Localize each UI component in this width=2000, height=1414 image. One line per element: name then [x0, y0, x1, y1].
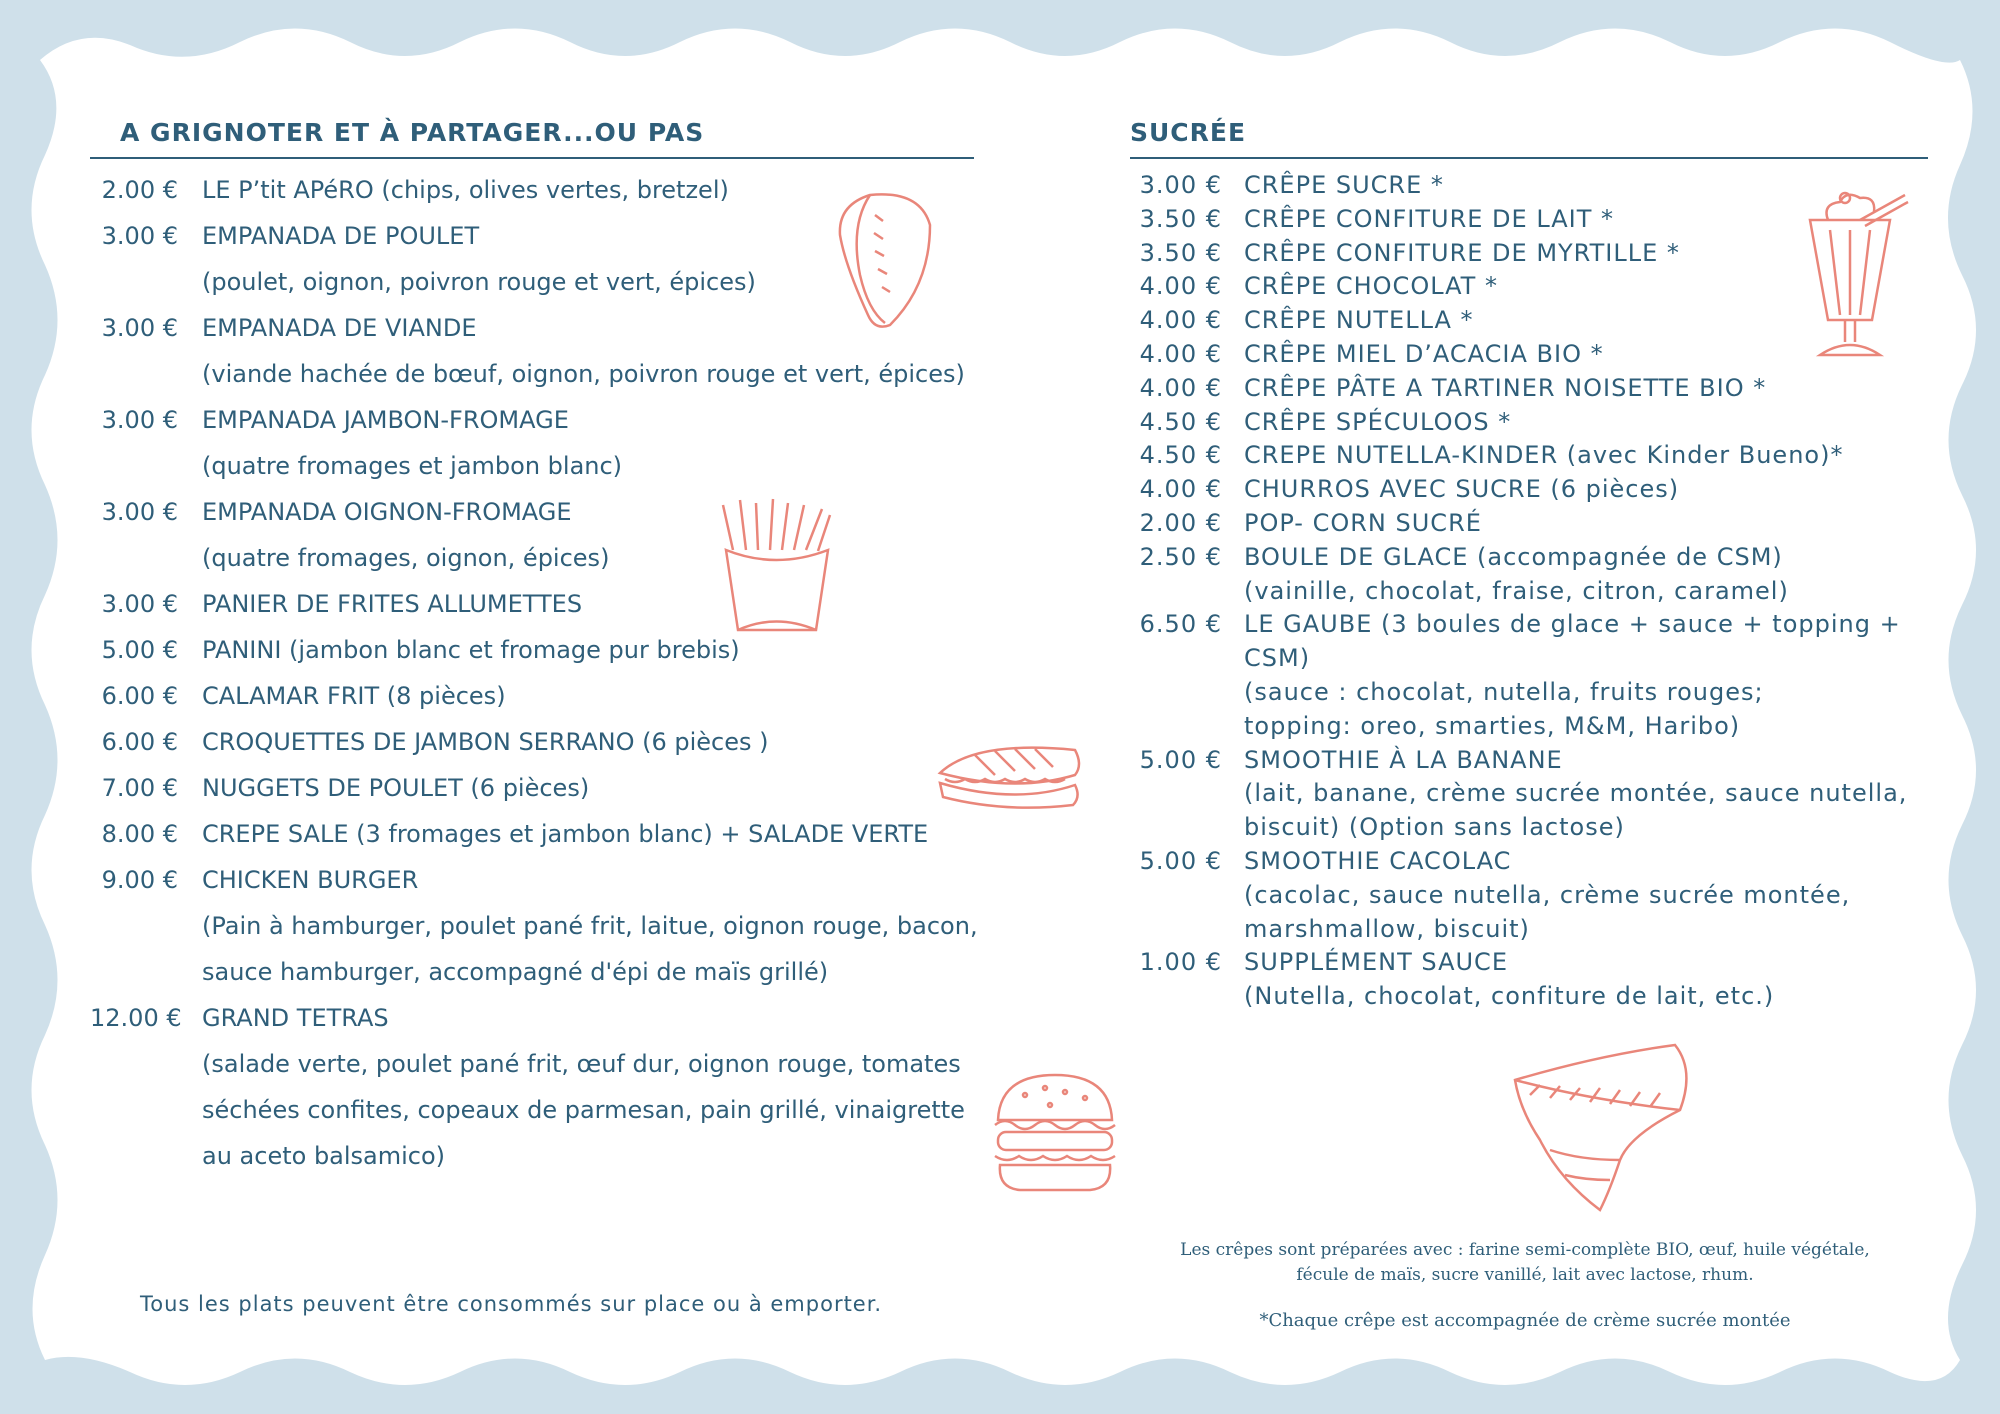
item-price: 8.00 € — [101, 820, 178, 848]
menu-item-row — [1130, 676, 1930, 710]
panini-icon — [935, 735, 1085, 815]
item-price: 3.00 € — [101, 498, 178, 526]
item-description: (Pain à hamburger, poulet pané frit, laitue, oignon rouge, bacon, — [202, 912, 978, 940]
item-name: CRÊPE PÂTE A TARTINER NOISETTE BIO * — [1244, 373, 1767, 402]
item-price: 4.00 € — [1139, 306, 1222, 335]
item-price: 4.50 € — [1139, 407, 1222, 436]
item-price: 2.00 € — [1139, 508, 1222, 537]
item-price: 4.00 € — [1139, 339, 1222, 368]
item-description: sauce hamburger, accompagné d'épi de maïs grillé) — [202, 958, 829, 986]
item-price: 6.50 € — [1139, 610, 1222, 639]
item-price: 2.00 € — [101, 176, 178, 204]
item-description: (salade verte, poulet pané frit, œuf dur, oignon rouge, tomates — [202, 1050, 961, 1078]
item-name: PANIER DE FRITES ALLUMETTES — [202, 590, 583, 618]
crepe-icon — [1510, 1040, 1700, 1215]
item-name: CALAMAR FRIT (8 pièces) — [202, 682, 506, 710]
menu-item-row — [90, 1087, 990, 1133]
menu-item-row — [90, 673, 990, 719]
menu-item-row — [90, 443, 990, 489]
item-name: LE GAUBE (3 boules de glace + sauce + topping + — [1244, 610, 1901, 639]
item-description: (lait, banane, crème sucrée montée, sauce nutella, — [1244, 779, 1908, 808]
menu-item-row — [1130, 575, 1930, 609]
menu-item-row — [1130, 913, 1930, 947]
item-name: CRÊPE SUCRE * — [1244, 171, 1444, 199]
item-price: 7.00 € — [101, 774, 178, 802]
milkshake-icon — [1800, 190, 1910, 365]
item-description: marshmallow, biscuit) — [1244, 914, 1530, 943]
sweet-title-rule — [1130, 157, 1928, 159]
item-price: 3.50 € — [1139, 204, 1222, 233]
item-price: 4.00 € — [1139, 373, 1222, 402]
item-price: 4.50 € — [1139, 441, 1222, 470]
savory-title: A GRIGNOTER ET À PARTAGER...OU PAS — [120, 118, 705, 147]
item-name: SMOOTHIE CACOLAC — [1244, 846, 1512, 875]
item-name: CRÊPE CONFITURE DE LAIT * — [1244, 204, 1615, 233]
item-name: CREPE SALE (3 fromages et jambon blanc) + SALADE VERTE — [202, 820, 929, 848]
menu-item-row — [90, 581, 990, 627]
crepe-ingredients-line1: Les crêpes sont préparées avec : farine semi-complète BIO, œuf, huile végétale, — [1180, 1240, 1870, 1260]
item-name: LE P’tit APéRO (chips, olives vertes, bretzel) — [202, 176, 729, 204]
menu-item-row — [1130, 980, 1930, 1014]
savory-title-rule — [90, 157, 974, 159]
item-price: 3.00 € — [1139, 171, 1222, 199]
item-description: (quatre fromages et jambon blanc) — [202, 452, 623, 480]
item-description: au aceto balsamico) — [202, 1142, 446, 1170]
menu-item-row — [90, 1133, 990, 1179]
item-name: CRÊPE CONFITURE DE MYRTILLE * — [1244, 238, 1680, 267]
item-name: CREPE NUTELLA-KINDER (avec Kinder Bueno)* — [1244, 441, 1844, 470]
item-description: biscuit) (Option sans lactose) — [1244, 813, 1625, 842]
menu-item-row — [90, 351, 990, 397]
menu-item-row — [1130, 845, 1930, 879]
item-name: EMPANADA OIGNON-FROMAGE — [202, 498, 572, 526]
menu-item-row — [1130, 507, 1930, 541]
item-description: (vainille, chocolat, fraise, citron, caramel) — [1244, 576, 1789, 605]
item-description: (quatre fromages, oignon, épices) — [202, 544, 610, 572]
item-name: POP- CORN SUCRÉ — [1244, 508, 1482, 537]
fries-icon — [718, 495, 836, 635]
menu-item-row — [1130, 439, 1930, 473]
item-price: 5.00 € — [101, 636, 178, 664]
menu-item-row — [90, 995, 990, 1041]
menu-item-row — [90, 397, 990, 443]
crepe-ingredients-line2: fécule de maïs, sucre vanillé, lait avec lactose, rhum. — [1296, 1265, 1754, 1285]
item-price: 3.00 € — [101, 314, 178, 342]
item-name: EMPANADA DE VIANDE — [202, 314, 477, 342]
sweet-title: SUCRÉE — [1130, 118, 1247, 147]
item-name: EMPANADA JAMBON-FROMAGE — [202, 406, 569, 434]
crepe-notes — [1130, 1238, 1920, 1333]
takeaway-note: Tous les plats peuvent être consommés sur place ou à emporter. — [140, 1292, 883, 1316]
item-price: 1.00 € — [1139, 948, 1222, 977]
burger-icon — [990, 1070, 1120, 1195]
menu-item-row — [1130, 811, 1930, 845]
item-name: CRÊPE MIEL D’ACACIA BIO * — [1244, 339, 1604, 368]
item-price: 2.50 € — [1139, 542, 1222, 571]
item-price: 3.00 € — [101, 222, 178, 250]
menu-item-row — [1130, 406, 1930, 440]
menu-item-row — [90, 949, 990, 995]
item-name: GRAND TETRAS — [202, 1004, 389, 1032]
item-description: topping: oreo, smarties, M&M, Haribo) — [1244, 711, 1741, 740]
item-description: (viande hachée de bœuf, oignon, poivron rouge et vert, épices) — [202, 360, 965, 388]
item-name: SUPPLÉMENT SAUCE — [1244, 948, 1508, 977]
item-price: 6.00 € — [101, 682, 178, 710]
item-description: CSM) — [1244, 644, 1311, 673]
menu-item-row — [90, 535, 990, 581]
menu-item-row — [1130, 879, 1930, 913]
menu-item-row — [1130, 608, 1930, 642]
item-name: CRÊPE NUTELLA * — [1244, 306, 1474, 335]
menu-item-row — [1130, 372, 1930, 406]
item-price: 5.00 € — [1139, 846, 1222, 875]
menu-item-row — [90, 627, 990, 673]
menu-item-row — [1130, 777, 1930, 811]
item-name: CRÊPE CHOCOLAT * — [1244, 272, 1498, 301]
menu-item-row — [90, 811, 990, 857]
menu-item-row — [90, 719, 990, 765]
item-price: 3.50 € — [1139, 238, 1222, 267]
item-price: 4.00 € — [1139, 475, 1222, 504]
item-description: (poulet, oignon, poivron rouge et vert, épices) — [202, 268, 756, 296]
item-name: EMPANADA DE POULET — [202, 222, 480, 250]
menu-item-row — [1130, 473, 1930, 507]
menu-item-row — [1130, 710, 1930, 744]
item-name: SMOOTHIE À LA BANANE — [1244, 745, 1563, 774]
item-price: 12.00 € — [90, 1004, 182, 1032]
item-description: (sauce : chocolat, nutella, fruits rouges; — [1244, 677, 1764, 706]
menu-item-row — [90, 489, 990, 535]
item-price: 5.00 € — [1139, 745, 1222, 774]
menu-item-row — [90, 765, 990, 811]
item-price: 9.00 € — [101, 866, 178, 894]
item-price: 4.00 € — [1139, 272, 1222, 301]
item-name: CROQUETTES DE JAMBON SERRANO (6 pièces ) — [202, 728, 769, 756]
menu-item-row — [1130, 541, 1930, 575]
item-name: PANINI (jambon blanc et fromage pur brebis) — [202, 636, 740, 664]
item-name: CRÊPE SPÉCULOOS * — [1244, 407, 1512, 436]
item-description: (Nutella, chocolat, confiture de lait, etc.) — [1244, 982, 1775, 1011]
empanada-icon — [830, 185, 940, 335]
menu-item-row — [1130, 642, 1930, 676]
item-name: CHICKEN BURGER — [202, 866, 419, 894]
crepe-cream-note: *Chaque crêpe est accompagnée de crème sucrée montée — [1259, 1310, 1791, 1331]
item-description: séchées confites, copeaux de parmesan, pain grillé, vinaigrette — [202, 1096, 965, 1124]
item-description: (cacolac, sauce nutella, crème sucrée montée, — [1244, 880, 1851, 909]
item-price: 3.00 € — [101, 590, 178, 618]
item-price: 6.00 € — [101, 728, 178, 756]
menu-item-row — [1130, 946, 1930, 980]
item-name: CHURROS AVEC SUCRE (6 pièces) — [1244, 475, 1680, 504]
item-name: NUGGETS DE POULET (6 pièces) — [202, 774, 590, 802]
menu-item-row — [90, 857, 990, 903]
menu-item-row — [90, 1041, 990, 1087]
menu-item-row — [1130, 744, 1930, 778]
menu-item-row — [90, 903, 990, 949]
item-price: 3.00 € — [101, 406, 178, 434]
item-name: BOULE DE GLACE (accompagnée de CSM) — [1244, 542, 1783, 571]
